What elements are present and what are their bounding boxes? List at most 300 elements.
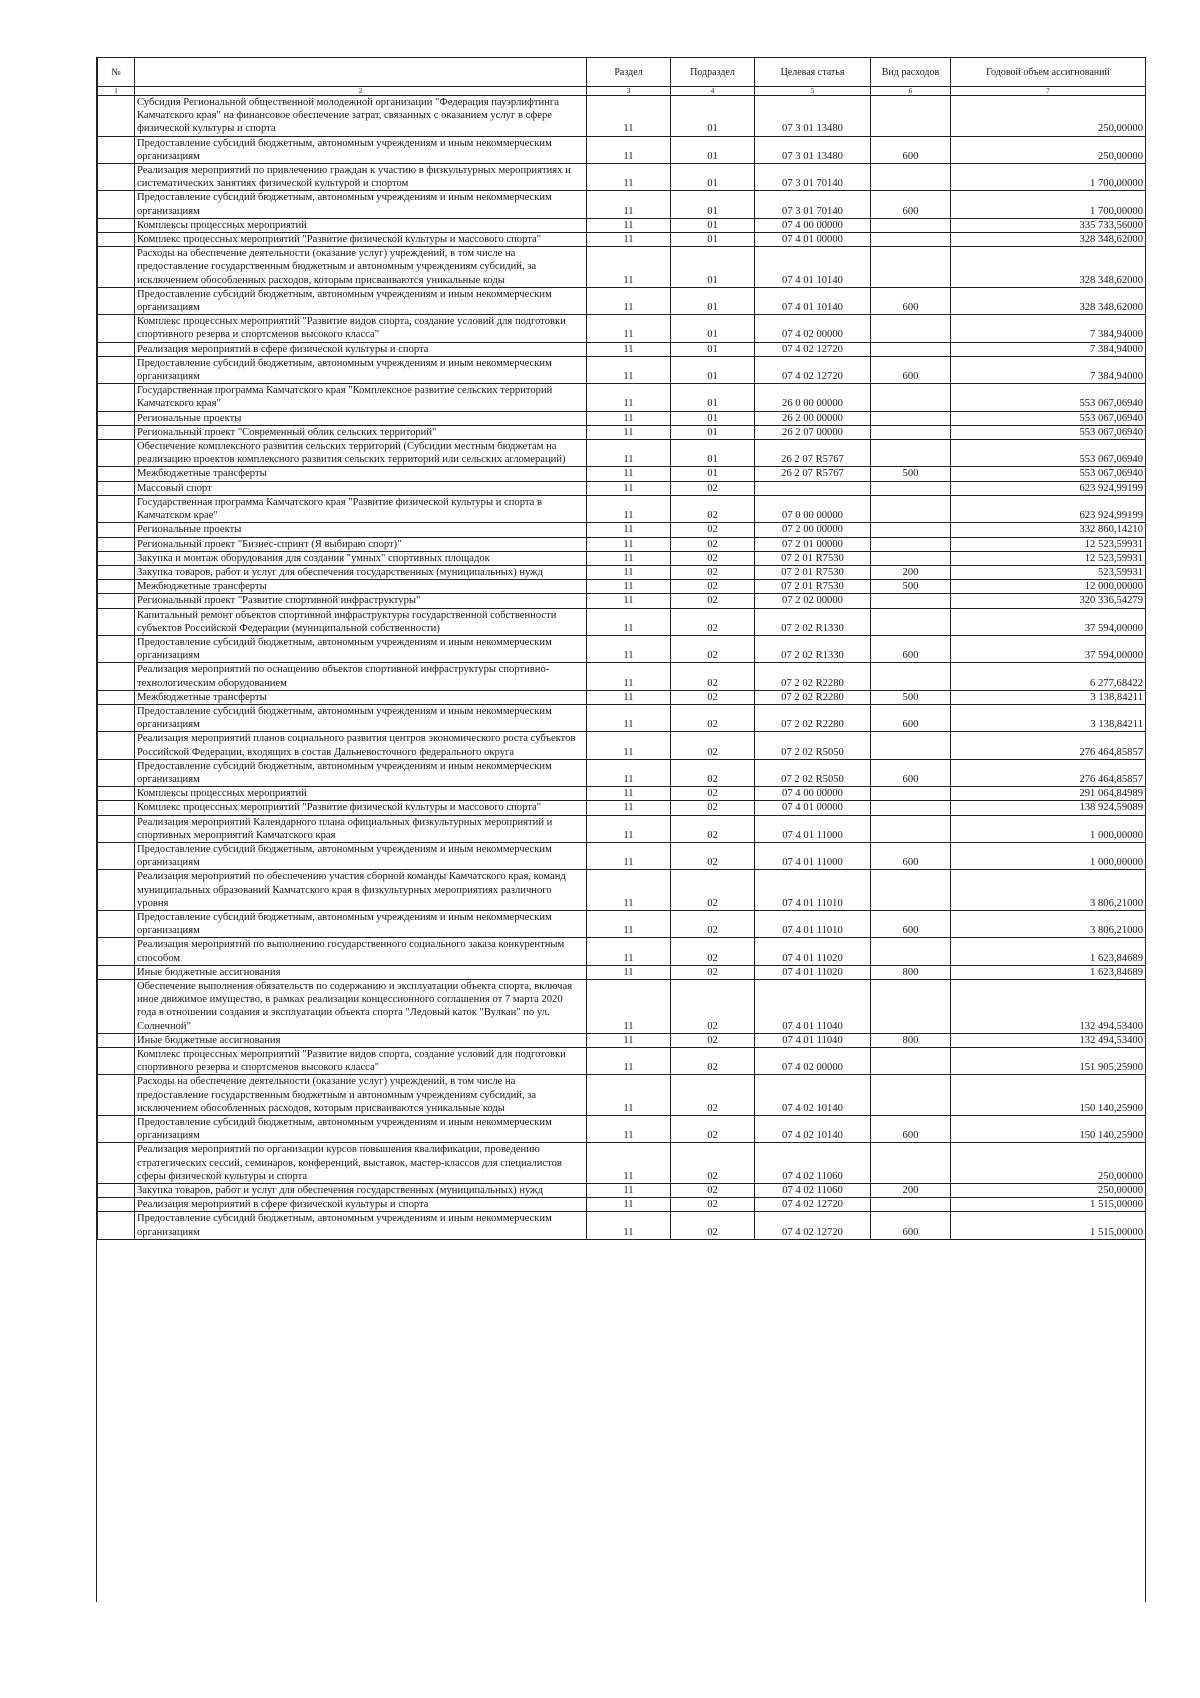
header-row — [98, 58, 1146, 87]
amount-cell: 37 594,00000 — [951, 635, 1146, 662]
num-cell — [98, 1212, 135, 1239]
razdel-cell: 11 — [587, 191, 671, 218]
amount-cell: 1 623,84689 — [951, 965, 1146, 979]
item-name: Предоставление субсидий бюджетным, автономным учреждениям и иным некоммерческим организациям — [135, 1212, 587, 1239]
celevaya-statya-cell: 07 2 02 R2280 — [755, 663, 871, 690]
num-cell — [98, 356, 135, 383]
podrazdel-cell: 02 — [671, 580, 755, 594]
num-cell — [98, 1048, 135, 1075]
razdel-cell: 11 — [587, 690, 671, 704]
celevaya-statya-cell: 07 4 00 00000 — [755, 218, 871, 232]
num-cell — [98, 342, 135, 356]
budget-document — [96, 57, 1146, 1602]
amount-cell: 276 464,85857 — [951, 732, 1146, 759]
razdel-cell: 11 — [587, 815, 671, 842]
vid-rashodov-cell: 600 — [871, 704, 951, 731]
amount-cell: 250,00000 — [951, 1184, 1146, 1198]
header-celevaya-statya: Целевая статья — [755, 58, 871, 87]
table-row — [98, 1184, 1146, 1198]
celevaya-statya-cell: 26 2 00 00000 — [755, 411, 871, 425]
num-cell — [98, 233, 135, 247]
vid-rashodov-cell — [871, 787, 951, 801]
podrazdel-cell: 02 — [671, 663, 755, 690]
amount-cell: 332 860,14210 — [951, 523, 1146, 537]
item-name: Региональные проекты — [135, 523, 587, 537]
celevaya-statya-cell: 07 2 02 R2280 — [755, 704, 871, 731]
item-name: Массовый спорт — [135, 481, 587, 495]
num-cell — [98, 635, 135, 662]
amount-cell: 150 140,25900 — [951, 1075, 1146, 1116]
table-row — [98, 191, 1146, 218]
celevaya-statya-cell: 07 4 01 00000 — [755, 801, 871, 815]
item-name: Реализация мероприятий по оснащению объектов спортивной инфраструктуры спортивно-технологическим оборудованием — [135, 663, 587, 690]
budget-table — [97, 57, 1146, 1240]
celevaya-statya-cell: 07 4 02 12720 — [755, 356, 871, 383]
num-cell — [98, 759, 135, 786]
celevaya-statya-cell: 07 3 01 13480 — [755, 136, 871, 163]
num-cell — [98, 608, 135, 635]
item-name: Государственная программа Камчатского края "Развитие физической культуры и спорта в Камчатском крае" — [135, 495, 587, 522]
vid-rashodov-cell — [871, 594, 951, 608]
vid-rashodov-cell — [871, 384, 951, 411]
vid-rashodov-cell — [871, 425, 951, 439]
vid-rashodov-cell: 500 — [871, 467, 951, 481]
num-cell — [98, 523, 135, 537]
vid-rashodov-cell — [871, 1075, 951, 1116]
podrazdel-cell: 02 — [671, 1184, 755, 1198]
item-name: Комплексы процессных мероприятий — [135, 787, 587, 801]
table-row — [98, 356, 1146, 383]
podrazdel-cell: 02 — [671, 980, 755, 1034]
table-row — [98, 1143, 1146, 1184]
razdel-cell: 11 — [587, 1198, 671, 1212]
item-name: Региональный проект "Современный облик сельских территорий" — [135, 425, 587, 439]
num-cell — [98, 287, 135, 314]
amount-cell: 623 924,99199 — [951, 495, 1146, 522]
amount-cell: 553 067,06940 — [951, 384, 1146, 411]
num-cell — [98, 870, 135, 911]
razdel-cell: 11 — [587, 842, 671, 869]
item-name: Предоставление субсидий бюджетным, автономным учреждениям и иным некоммерческим организациям — [135, 356, 587, 383]
vid-rashodov-cell — [871, 938, 951, 965]
razdel-cell: 11 — [587, 1033, 671, 1047]
column-number: 4 — [671, 87, 755, 96]
num-cell — [98, 537, 135, 551]
num-cell — [98, 218, 135, 232]
table-row — [98, 1198, 1146, 1212]
vid-rashodov-cell — [871, 495, 951, 522]
vid-rashodov-cell — [871, 315, 951, 342]
celevaya-statya-cell: 07 4 01 11020 — [755, 938, 871, 965]
amount-cell: 335 733,56000 — [951, 218, 1146, 232]
num-cell — [98, 663, 135, 690]
table-row — [98, 870, 1146, 911]
item-name: Реализация мероприятий по привлечению граждан к участию в физкультурных мероприятиях и систематических занятиях физической культурой и спортом — [135, 164, 587, 191]
podrazdel-cell: 02 — [671, 594, 755, 608]
amount-cell: 553 067,06940 — [951, 425, 1146, 439]
razdel-cell: 11 — [587, 384, 671, 411]
razdel-cell: 11 — [587, 233, 671, 247]
podrazdel-cell: 02 — [671, 910, 755, 937]
vid-rashodov-cell: 600 — [871, 136, 951, 163]
celevaya-statya-cell: 07 4 02 00000 — [755, 315, 871, 342]
table-row — [98, 980, 1146, 1034]
celevaya-statya-cell: 07 2 02 R5050 — [755, 759, 871, 786]
column-number: 5 — [755, 87, 871, 96]
podrazdel-cell: 01 — [671, 342, 755, 356]
amount-cell: 328 348,62000 — [951, 233, 1146, 247]
table-row — [98, 1033, 1146, 1047]
item-name: Комплекс процессных мероприятий "Развитие физической культуры и массового спорта" — [135, 233, 587, 247]
num-cell — [98, 594, 135, 608]
celevaya-statya-cell: 26 2 07 00000 — [755, 425, 871, 439]
celevaya-statya-cell: 26 2 07 R5767 — [755, 467, 871, 481]
vid-rashodov-cell: 600 — [871, 1212, 951, 1239]
celevaya-statya-cell: 07 4 01 10140 — [755, 287, 871, 314]
vid-rashodov-cell — [871, 1048, 951, 1075]
table-row — [98, 425, 1146, 439]
vid-rashodov-cell — [871, 1198, 951, 1212]
vid-rashodov-cell — [871, 801, 951, 815]
amount-cell: 1 700,00000 — [951, 164, 1146, 191]
num-cell — [98, 690, 135, 704]
item-name: Межбюджетные трансферты — [135, 690, 587, 704]
table-row — [98, 759, 1146, 786]
header-razdel: Раздел — [587, 58, 671, 87]
vid-rashodov-cell: 600 — [871, 356, 951, 383]
vid-rashodov-cell — [871, 551, 951, 565]
num-cell — [98, 580, 135, 594]
vid-rashodov-cell — [871, 218, 951, 232]
podrazdel-cell: 02 — [671, 1116, 755, 1143]
vid-rashodov-cell — [871, 411, 951, 425]
item-name: Предоставление субсидий бюджетным, автономным учреждениям и иным некоммерческим организациям — [135, 842, 587, 869]
item-name: Реализация мероприятий по организации курсов повышения квалификации, проведению стратегических сессий, семинаров, конференций, выставок, мастер-классов для специалистов сферы физической культуры и спорта — [135, 1143, 587, 1184]
razdel-cell: 11 — [587, 965, 671, 979]
amount-cell: 553 067,06940 — [951, 411, 1146, 425]
num-cell — [98, 1075, 135, 1116]
amount-cell: 1 000,00000 — [951, 842, 1146, 869]
razdel-cell: 11 — [587, 495, 671, 522]
celevaya-statya-cell: 07 2 02 R1330 — [755, 635, 871, 662]
table-header — [98, 58, 1146, 96]
num-cell — [98, 440, 135, 467]
razdel-cell: 11 — [587, 801, 671, 815]
celevaya-statya-cell: 07 4 01 11000 — [755, 842, 871, 869]
celevaya-statya-cell: 07 4 02 12720 — [755, 1198, 871, 1212]
razdel-cell: 11 — [587, 1075, 671, 1116]
razdel-cell: 11 — [587, 342, 671, 356]
vid-rashodov-cell — [871, 440, 951, 467]
num-cell — [98, 136, 135, 163]
item-name: Реализация мероприятий Календарного плана официальных физкультурных мероприятий и спортивных мероприятий Камчатского края — [135, 815, 587, 842]
celevaya-statya-cell: 07 3 01 13480 — [755, 96, 871, 137]
podrazdel-cell: 02 — [671, 481, 755, 495]
item-name: Предоставление субсидий бюджетным, автономным учреждениям и иным некоммерческим организациям — [135, 635, 587, 662]
celevaya-statya-cell: 07 2 01 00000 — [755, 537, 871, 551]
celevaya-statya-cell — [755, 481, 871, 495]
num-cell — [98, 1143, 135, 1184]
table-row — [98, 440, 1146, 467]
vid-rashodov-cell — [871, 815, 951, 842]
celevaya-statya-cell: 07 2 01 R7530 — [755, 580, 871, 594]
vid-rashodov-cell: 600 — [871, 287, 951, 314]
celevaya-statya-cell: 07 2 02 R5050 — [755, 732, 871, 759]
column-number: 7 — [951, 87, 1146, 96]
table-row — [98, 608, 1146, 635]
podrazdel-cell: 02 — [671, 635, 755, 662]
razdel-cell: 11 — [587, 1212, 671, 1239]
table-row — [98, 96, 1146, 137]
celevaya-statya-cell: 07 4 02 10140 — [755, 1075, 871, 1116]
num-cell — [98, 164, 135, 191]
podrazdel-cell: 02 — [671, 1212, 755, 1239]
razdel-cell: 11 — [587, 938, 671, 965]
table-row — [98, 704, 1146, 731]
razdel-cell: 11 — [587, 635, 671, 662]
celevaya-statya-cell: 07 4 01 11000 — [755, 815, 871, 842]
razdel-cell: 11 — [587, 594, 671, 608]
table-row — [98, 938, 1146, 965]
table-row — [98, 481, 1146, 495]
razdel-cell: 11 — [587, 467, 671, 481]
celevaya-statya-cell: 07 2 01 R7530 — [755, 565, 871, 579]
item-name: Реализация мероприятий по обеспечению участия сборной команды Камчатского края, команд муниципальных образований Камчатского края в физкультурных мероприятиях различного уровня — [135, 870, 587, 911]
amount-cell: 276 464,85857 — [951, 759, 1146, 786]
vid-rashodov-cell: 500 — [871, 690, 951, 704]
amount-cell: 523,59931 — [951, 565, 1146, 579]
table-row — [98, 537, 1146, 551]
table-row — [98, 910, 1146, 937]
celevaya-statya-cell: 07 0 00 00000 — [755, 495, 871, 522]
celevaya-statya-cell: 07 4 01 10140 — [755, 247, 871, 288]
amount-cell: 1 000,00000 — [951, 815, 1146, 842]
podrazdel-cell: 02 — [671, 815, 755, 842]
amount-cell: 320 336,54279 — [951, 594, 1146, 608]
item-name: Закупка товаров, работ и услуг для обеспечения государственных (муниципальных) нужд — [135, 1184, 587, 1198]
vid-rashodov-cell — [871, 608, 951, 635]
podrazdel-cell: 02 — [671, 1075, 755, 1116]
razdel-cell: 11 — [587, 551, 671, 565]
razdel-cell: 11 — [587, 1048, 671, 1075]
vid-rashodov-cell — [871, 870, 951, 911]
vid-rashodov-cell — [871, 233, 951, 247]
podrazdel-cell: 02 — [671, 690, 755, 704]
vid-rashodov-cell: 800 — [871, 965, 951, 979]
table-row — [98, 565, 1146, 579]
amount-cell: 3 806,21000 — [951, 870, 1146, 911]
vid-rashodov-cell — [871, 1143, 951, 1184]
amount-cell: 1 700,00000 — [951, 191, 1146, 218]
celevaya-statya-cell: 07 4 02 12720 — [755, 1212, 871, 1239]
table-row — [98, 801, 1146, 815]
razdel-cell: 11 — [587, 247, 671, 288]
table-row — [98, 411, 1146, 425]
podrazdel-cell: 01 — [671, 315, 755, 342]
item-name: Комплекс процессных мероприятий "Развитие физической культуры и массового спорта" — [135, 801, 587, 815]
table-row — [98, 1075, 1146, 1116]
celevaya-statya-cell: 07 4 02 12720 — [755, 342, 871, 356]
column-number: 1 — [98, 87, 135, 96]
celevaya-statya-cell: 07 4 02 00000 — [755, 1048, 871, 1075]
vid-rashodov-cell — [871, 164, 951, 191]
table-row — [98, 965, 1146, 979]
amount-cell: 132 494,53400 — [951, 980, 1146, 1034]
razdel-cell: 11 — [587, 96, 671, 137]
amount-cell: 1 515,00000 — [951, 1198, 1146, 1212]
item-name: Предоставление субсидий бюджетным, автономным учреждениям и иным некоммерческим организациям — [135, 1116, 587, 1143]
item-name: Капитальный ремонт объектов спортивной инфраструктуры государственной собственности субъектов Российской Федерации (муниципальной собственности) — [135, 608, 587, 635]
amount-cell: 1 515,00000 — [951, 1212, 1146, 1239]
num-cell — [98, 96, 135, 137]
podrazdel-cell: 02 — [671, 870, 755, 911]
num-cell — [98, 551, 135, 565]
num-cell — [98, 815, 135, 842]
celevaya-statya-cell: 07 4 01 11010 — [755, 870, 871, 911]
amount-cell: 150 140,25900 — [951, 1116, 1146, 1143]
podrazdel-cell: 01 — [671, 96, 755, 137]
vid-rashodov-cell — [871, 663, 951, 690]
podrazdel-cell: 02 — [671, 495, 755, 522]
razdel-cell: 11 — [587, 910, 671, 937]
num-cell — [98, 247, 135, 288]
razdel-cell: 11 — [587, 315, 671, 342]
razdel-cell: 11 — [587, 537, 671, 551]
item-name: Закупка товаров, работ и услуг для обеспечения государственных (муниципальных) нужд — [135, 565, 587, 579]
table-row — [98, 287, 1146, 314]
razdel-cell: 11 — [587, 870, 671, 911]
num-cell — [98, 1033, 135, 1047]
column-number: 3 — [587, 87, 671, 96]
razdel-cell: 11 — [587, 580, 671, 594]
item-name: Реализация мероприятий планов социального развития центров экономического роста субъектов Российской Федерации, входящих в состав Дальневосточного федерального округа — [135, 732, 587, 759]
podrazdel-cell: 01 — [671, 218, 755, 232]
podrazdel-cell: 01 — [671, 384, 755, 411]
vid-rashodov-cell — [871, 732, 951, 759]
num-cell — [98, 1198, 135, 1212]
vid-rashodov-cell: 600 — [871, 635, 951, 662]
table-body — [98, 96, 1146, 1240]
amount-cell: 553 067,06940 — [951, 440, 1146, 467]
header-vid-rashodov: Вид расходов — [871, 58, 951, 87]
item-name: Предоставление субсидий бюджетным, автономным учреждениям и иным некоммерческим организациям — [135, 910, 587, 937]
podrazdel-cell: 02 — [671, 1198, 755, 1212]
amount-cell: 553 067,06940 — [951, 467, 1146, 481]
item-name: Расходы на обеспечение деятельности (оказание услуг) учреждений, в том числе на предоставление государственным бюджетным и автономным учреждениям субсидий, за исключением обособленных расходов, которым присваиваются уникальные коды — [135, 1075, 587, 1116]
razdel-cell: 11 — [587, 787, 671, 801]
podrazdel-cell: 02 — [671, 704, 755, 731]
podrazdel-cell: 01 — [671, 233, 755, 247]
table-row — [98, 315, 1146, 342]
amount-cell: 250,00000 — [951, 1143, 1146, 1184]
podrazdel-cell: 02 — [671, 842, 755, 869]
num-cell — [98, 938, 135, 965]
podrazdel-cell: 01 — [671, 425, 755, 439]
amount-cell: 7 384,94000 — [951, 315, 1146, 342]
vid-rashodov-cell: 600 — [871, 842, 951, 869]
celevaya-statya-cell: 07 4 02 10140 — [755, 1116, 871, 1143]
item-name: Комплексы процессных мероприятий — [135, 218, 587, 232]
razdel-cell: 11 — [587, 440, 671, 467]
vid-rashodov-cell: 600 — [871, 1116, 951, 1143]
item-name: Реализация мероприятий по выполнению государственного социального заказа конкурентным способом — [135, 938, 587, 965]
celevaya-statya-cell: 07 2 02 R2280 — [755, 690, 871, 704]
num-cell — [98, 704, 135, 731]
celevaya-statya-cell: 07 4 00 00000 — [755, 787, 871, 801]
num-cell — [98, 565, 135, 579]
table-row — [98, 732, 1146, 759]
table-row — [98, 635, 1146, 662]
razdel-cell: 11 — [587, 287, 671, 314]
item-name: Реализация мероприятий в сфере физической культуры и спорта — [135, 342, 587, 356]
celevaya-statya-cell: 07 4 01 00000 — [755, 233, 871, 247]
podrazdel-cell: 02 — [671, 551, 755, 565]
podrazdel-cell: 02 — [671, 801, 755, 815]
table-row — [98, 690, 1146, 704]
num-cell — [98, 411, 135, 425]
table-row — [98, 1212, 1146, 1239]
podrazdel-cell: 02 — [671, 732, 755, 759]
podrazdel-cell: 01 — [671, 440, 755, 467]
celevaya-statya-cell: 07 3 01 70140 — [755, 164, 871, 191]
item-name: Комплекс процессных мероприятий "Развитие видов спорта, создание условий для подготовки спортивного резерва и спортсменов высокого класса" — [135, 315, 587, 342]
podrazdel-cell: 02 — [671, 759, 755, 786]
item-name: Субсидия Региональной общественной молодежной организации "Федерация пауэрлифтинга Камчатского края" на финансовое обеспечение затрат, связанных с оказанием услуг в сфере физической культуры и спорта — [135, 96, 587, 137]
vid-rashodov-cell: 600 — [871, 191, 951, 218]
razdel-cell: 11 — [587, 1184, 671, 1198]
num-cell — [98, 801, 135, 815]
header-number: № — [98, 58, 135, 87]
column-number: 2 — [135, 87, 587, 96]
razdel-cell: 11 — [587, 425, 671, 439]
celevaya-statya-cell: 07 4 01 11020 — [755, 965, 871, 979]
table-row — [98, 342, 1146, 356]
table-row — [98, 1048, 1146, 1075]
podrazdel-cell: 01 — [671, 247, 755, 288]
podrazdel-cell: 02 — [671, 1033, 755, 1047]
table-row — [98, 551, 1146, 565]
amount-cell: 12 523,59931 — [951, 551, 1146, 565]
podrazdel-cell: 02 — [671, 1048, 755, 1075]
podrazdel-cell: 01 — [671, 467, 755, 481]
vid-rashodov-cell: 600 — [871, 759, 951, 786]
amount-cell: 12 523,59931 — [951, 537, 1146, 551]
vid-rashodov-cell: 800 — [871, 1033, 951, 1047]
vid-rashodov-cell — [871, 980, 951, 1034]
vid-rashodov-cell: 200 — [871, 565, 951, 579]
vid-rashodov-cell — [871, 96, 951, 137]
amount-cell: 250,00000 — [951, 136, 1146, 163]
item-name: Предоставление субсидий бюджетным, автономным учреждениям и иным некоммерческим организациям — [135, 136, 587, 163]
table-row — [98, 663, 1146, 690]
num-cell — [98, 787, 135, 801]
razdel-cell: 11 — [587, 164, 671, 191]
vid-rashodov-cell — [871, 247, 951, 288]
num-cell — [98, 384, 135, 411]
razdel-cell: 11 — [587, 411, 671, 425]
table-row — [98, 495, 1146, 522]
item-name: Иные бюджетные ассигнования — [135, 1033, 587, 1047]
table-row — [98, 815, 1146, 842]
razdel-cell: 11 — [587, 523, 671, 537]
header-podrazdel: Подраздел — [671, 58, 755, 87]
podrazdel-cell: 02 — [671, 565, 755, 579]
item-name: Межбюджетные трансферты — [135, 580, 587, 594]
table-row — [98, 580, 1146, 594]
vid-rashodov-cell — [871, 537, 951, 551]
amount-cell: 3 806,21000 — [951, 910, 1146, 937]
table-row — [98, 247, 1146, 288]
